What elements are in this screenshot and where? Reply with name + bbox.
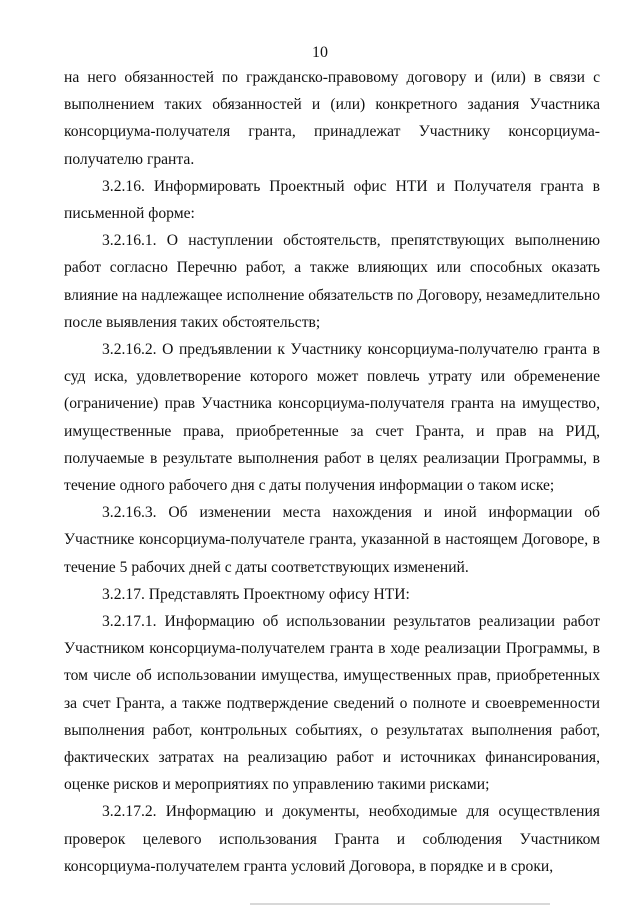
paragraph-3-2-17-1: 3.2.17.1. Информацию об использовании результатов реализации работ Участником консорциума-получателем гранта в ходе реализации Программы, в том числе об использовании имущества, имущественных прав, приобретенных за счет Гранта, а также подтверждение сведений о полноте и своевременности выполнения работ, контрольных событиях, о результатах выполнения работ, фактических затратах на реализацию работ и источниках финансирования, оценке рисков и мероприятиях по управлению такими рисками; xyxy=(64,613,600,794)
paragraph-3-2-16-2: 3.2.16.2. О предъявлении к Участнику консорциума-получателю гранта в суд иска, удовлетворение которого может повлечь утрату или обременение (ограничение) прав Участника консорциума-получателя гранта на имущество, имущественные права, приобретенные за счет Гранта, и прав на РИД, получаемые в результате выполнения работ в целях реализации Программы, в течение одного рабочего дня с даты получения информации о таком иске; xyxy=(64,341,600,495)
page-number: 10 xyxy=(312,44,328,61)
paragraph-3-2-16-1: 3.2.16.1. О наступлении обстоятельств, препятствующих выполнению работ согласно Перечню работ, а также влияющих или способных оказать влияние на надлежащее исполнение обязательств по Договору, незамедлительно после выявления таких обстоятельств; xyxy=(64,232,600,331)
paragraph-3-2-16: 3.2.16. Информировать Проектный офис НТИ и Получателя гранта в письменной форме: xyxy=(64,177,600,223)
document-body xyxy=(64,64,600,880)
paragraph-3-2-17: 3.2.17. Представлять Проектному офису НТИ: xyxy=(102,585,410,603)
paragraph-3-2-17-2: 3.2.17.2. Информацию и документы, необходимые для осуществления проверок целевого использования Гранта и соблюдения Участником консорциума-получателем гранта условий Договора, в порядке и в сроки, xyxy=(64,803,600,875)
paragraph-continuation: на него обязанностей по гражданско-правовому договору и (или) в связи с выполнением таких обязанностей и (или) конкретного задания Участника консорциума-получателя гранта, принадлежат Участнику консорциума-получателю гранта. xyxy=(64,69,600,168)
paragraph-3-2-16-3: 3.2.16.3. Об изменении места нахождения и иной информации об Участнике консорциума-получателе гранта, указанной в настоящем Договоре, в течение 5 рабочих дней с даты соответствующих изменений. xyxy=(64,504,600,576)
